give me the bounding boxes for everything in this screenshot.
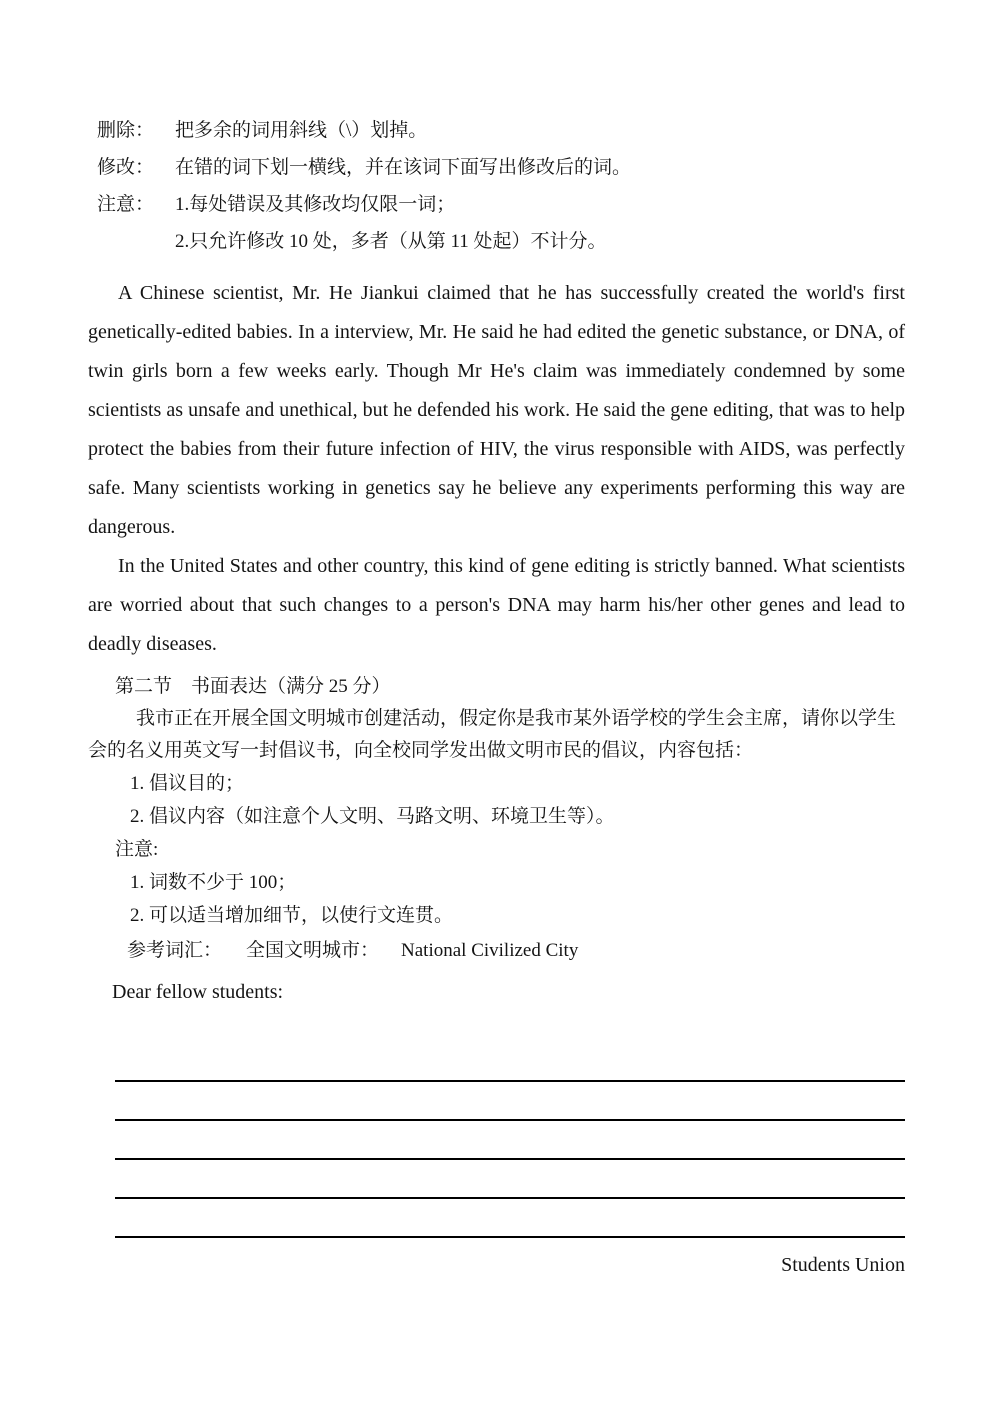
instruction-row-delete	[97, 112, 905, 149]
instruction-label: 注意：	[97, 194, 155, 215]
writing-prompt: 我市正在开展全国文明城市创建活动，假定你是我市某外语学校的学生会主席，请你以学生会的名义用英文写一封倡议书，向全校同学发出做文明市民的倡议，内容包括：	[88, 708, 897, 761]
writing-section	[88, 670, 905, 1009]
instruction-label	[97, 223, 175, 260]
note-items	[130, 866, 905, 932]
instruction-text: 1.每处错误及其修改均仅限一词；	[175, 194, 456, 215]
content-point-1: 1. 倡议目的；	[130, 773, 245, 794]
reference-term-en: National Civilized City	[401, 940, 579, 961]
answer-line	[115, 1043, 905, 1082]
content-points	[130, 767, 905, 833]
answer-line	[115, 1121, 905, 1160]
answer-line	[115, 1199, 905, 1238]
instruction-text: 在错的词下划一横线，并在该词下面写出修改后的词。	[175, 157, 632, 178]
notes-label: 注意:	[115, 839, 159, 860]
reference-term-cn: 全国文明城市：	[246, 940, 380, 961]
instruction-text: 把多余的词用斜线（\）划掉。	[175, 120, 428, 141]
reference-label: 参考词汇：	[127, 940, 223, 961]
instruction-label: 删除：	[97, 120, 155, 141]
instruction-label: 修改：	[97, 157, 155, 178]
instruction-row-note-2	[97, 223, 905, 260]
passage-paragraph-1: A Chinese scientist, Mr. He Jiankui claimed that he has successfully created the world's first genetically-edited babies. In a interview, Mr. He said he had edited the genetic substance, or DNA, of twin girls born a few weeks early. Though Mr He's claim was immediately condemned by some scientists as unsafe and unethical, but he defended his work. He said the gene editing, that was to help protect the babies from their future infection of HIV, the virus responsible with AIDS, was perfectly safe. Many scientists working in genetics say he believe any experiments performing this way are dangerous.	[88, 282, 905, 538]
correction-passage	[88, 274, 905, 664]
note-item-1: 1. 词数不少于 100；	[130, 872, 297, 893]
note-item-2: 2. 可以适当增加细节，以使行文连贯。	[130, 905, 454, 926]
signature: Students Union	[781, 1254, 905, 1276]
answer-line	[115, 1082, 905, 1121]
passage-paragraph-2: In the United States and other country, this kind of gene editing is strictly banned. What scientists are worried about that such changes to a person's DNA may harm his/her other genes and lead to deadly diseases.	[88, 555, 905, 655]
instruction-text: 2.只允许修改 10 处，多者（从第 11 处起）不计分。	[175, 231, 607, 252]
section-heading: 第二节 书面表达（满分 25 分）	[115, 676, 391, 697]
instruction-row-note-1	[97, 186, 905, 223]
instruction-row-modify	[97, 149, 905, 186]
salutation: Dear fellow students:	[112, 981, 284, 1003]
reference-vocabulary	[127, 934, 905, 967]
answer-line	[115, 1160, 905, 1199]
content-point-2: 2. 倡议内容（如注意个人文明、马路文明、环境卫生等）。	[130, 806, 615, 827]
answer-lines	[115, 1043, 905, 1238]
signature-row	[88, 1254, 905, 1277]
correction-instructions	[97, 112, 905, 260]
